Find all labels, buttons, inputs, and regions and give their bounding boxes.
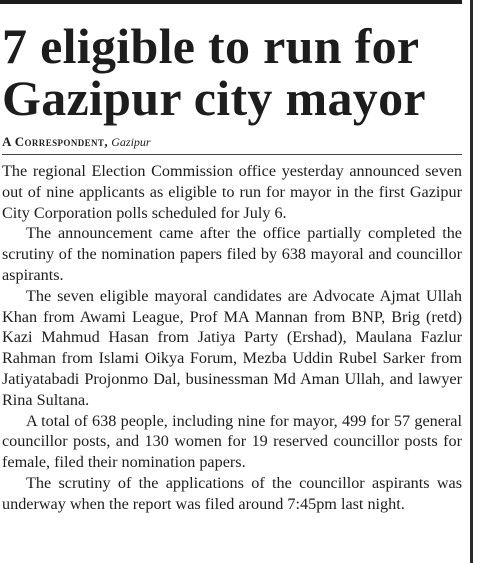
paragraph-4: A total of 638 people, including nine for mayor, 499 for 57 general councillor posts, and 130 women for 19 reserved councillor posts for female, filed their nomination papers.: [2, 411, 462, 472]
byline-author: A Correspondent,: [2, 134, 108, 149]
paragraph-2: The announcement came after the office partially completed the scrutiny of the nomination papers filed by 638 mayoral and councillor aspirants.: [2, 224, 462, 284]
paragraph-5: The scrutiny of the applications of the councillor aspirants was underway when the report was filed around 7:45pm last night.: [2, 473, 462, 513]
paragraph-1: The regional Election Commission office yesterday announced seven out of nine applicants as eligible to run for mayor in the first Gazipur City Corporation polls scheduled for July 6.: [2, 162, 462, 222]
news-article: [2, 20, 462, 515]
byline-divider: [2, 154, 462, 155]
byline-place: Gazipur: [111, 135, 151, 149]
headline: [2, 20, 462, 124]
paragraph-3: The seven eligible mayoral candidates are Advocate Ajmat Ullah Khan from Awami League, Prof MA Mannan from BNP, Brig (retd) Kazi Mahmud Hasan from Jatiya Party (Ershad), Maulana Fazlur Rahman from Islami Oikya Forum, Mezba Uddin Rubel Sarker from Jatiyatabadi Projonmo Dal, businessman Md Aman Ullah, and lawyer Rina Sultana.: [2, 286, 462, 409]
byline: [2, 134, 462, 150]
headline-line-2: Gazipur city mayor: [2, 70, 426, 126]
top-rule: [0, 0, 462, 4]
headline-line-1: 7 eligible to run for: [2, 18, 420, 74]
article-body: [2, 161, 462, 515]
column-divider-rule: [470, 0, 473, 563]
